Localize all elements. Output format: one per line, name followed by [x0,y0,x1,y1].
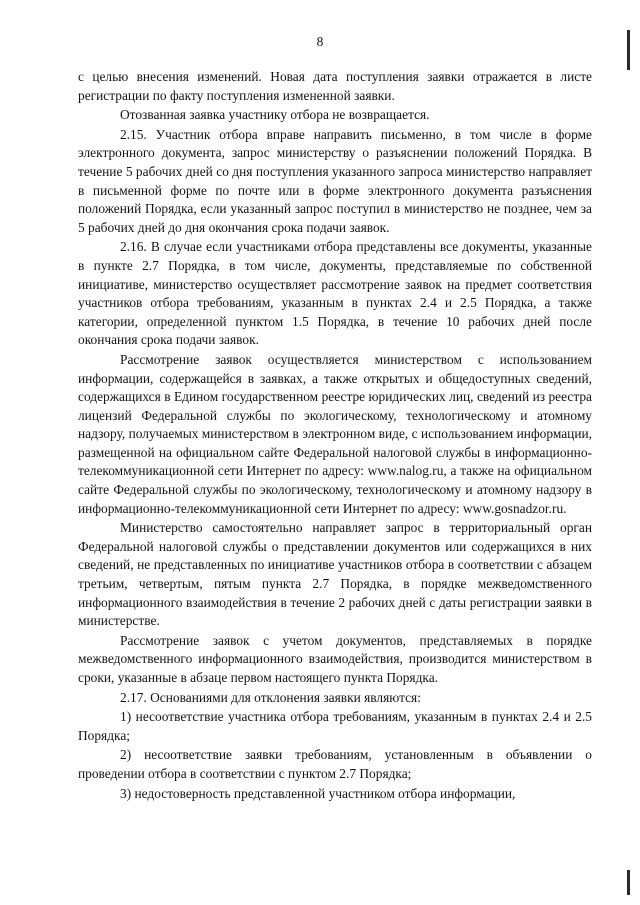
paragraph: Министерство самостоятельно направляет запрос в территориальный орган Федеральной налоговой службы о представлении документов или содержащихся в них сведений, не представленных по инициативе участников отбора в соответствии с абзацем третьим, четвертым, пятым пункта 2.7 Порядка, в порядке межведомственного информационного взаимодействия в течение 2 рабочих дней с даты регистрации заявки в министерстве. [78,520,592,629]
paragraph: 2.15. Участник отбора вправе направить письменно, в том числе в форме электронного документа, запрос министерству о разъяснении положений Порядка. В течение 5 рабочих дней со дня поступления указанного запроса министерство направляет в письменной форме по почте или в форме электронного документа разъяснения положений Порядка, если указанный запрос поступил в министерство не позднее, чем за 5 рабочих дней до дня окончания срока подачи заявок. [78,126,592,235]
list-item: 3) недостоверность представленной участником отбора информации, [120,785,516,801]
paragraph: 2.16. В случае если участниками отбора представлены все документы, указанные в пункте 2.7 Порядка, в том числе, документы, представляемые по собственной инициативе, министерство осуществляет рассмотрение заявок на предмет соответствия участников отбора требованиям, указанным в пунктах 2.4 и 2.5 Порядка, а также категории, определенной пунктом 1.5 Порядка, в течение 10 рабочих дней после окончания срока подачи заявок. [78,239,592,348]
page-number: 8 [316,34,324,49]
list-item: 1) несоответствие участника отбора требованиям, указанным в пунктах 2.4 и 2.5 Порядка; [78,709,592,743]
paragraph: Рассмотрение заявок с учетом документов, представляемых в порядке межведомственного информационного взаимодействия, производится министерством в сроки, указанные в абзаце первом настоящего пункта Порядка. [78,632,592,685]
paragraph: Отозванная заявка участнику отбора не возвращается. [120,107,430,123]
paragraph: 2.17. Основаниями для отклонения заявки являются: [120,689,421,705]
document-body [78,68,592,804]
paragraph: Рассмотрение заявок осуществляется министерством с использованием информации, содержащейся в заявках, а также открытых и общедоступных сведений, содержащихся в Едином государственном реестре юридических лиц, сведений из реестра лицензий Федеральной службы по экологическому, технологическому и атомному надзору, получаемых министерством в электронном виде, с использованием информации, размещенной на официальном сайте Федеральной налоговой службы в информационно-телекоммуникационной сети Интернет по адресу: www.nalog.ru, а также на официальном сайте Федеральной службы по экологическому, технологическому и атомному надзору в информационно-телекоммуникационной сети Интернет по адресу: www.gosnadzor.ru. [78,351,592,516]
list-item: 2) несоответствие заявки требованиям, установленным в объявлении о проведении отбора в соответствии с пунктом 2.7 Порядка; [78,747,592,781]
paragraph: с целью внесения изменений. Новая дата поступления заявки отражается в листе регистрации по факту поступления измененной заявки. [78,69,592,103]
scan-edge-mark [627,870,630,895]
